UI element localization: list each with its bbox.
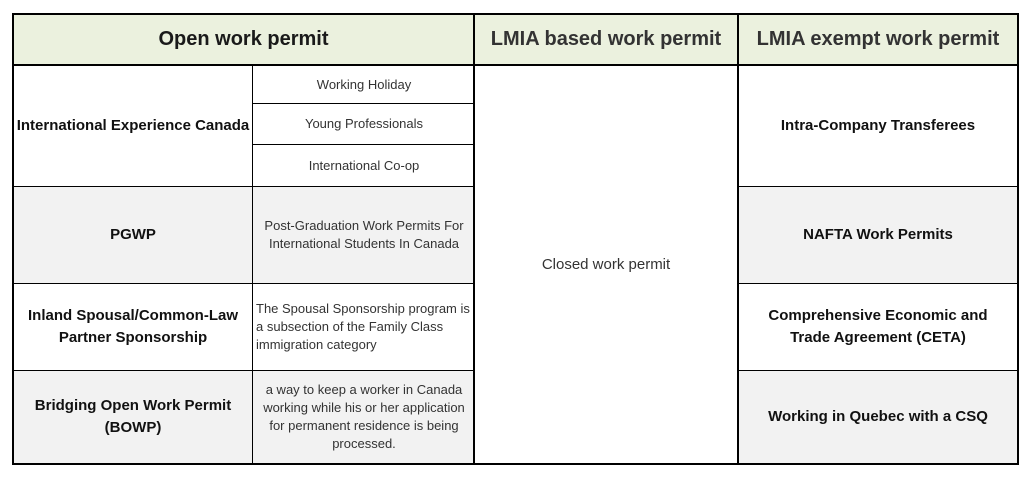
bowp-description-text: a way to keep a worker in Canada working while his or her application for permanent residence is being processed. [263,382,465,451]
lmia-exempt-item [739,187,1017,284]
row-bowp-description [253,371,475,463]
row-iec-name [14,66,253,187]
row-inland-spousal-name [14,284,253,371]
row-pgwp-description [253,187,475,284]
international-coop-label: International Co-op [308,157,420,173]
iec-label: International Experience Canada [16,117,250,134]
pgwp-label: PGWP [110,226,156,243]
inland-spousal-label: Inland Spousal/Common-Law Partner Sponsorship [27,307,238,346]
work-permit-table [12,13,1019,465]
iec-sub-young-professionals [253,104,475,145]
row-bowp-name [14,371,253,463]
header-lmia-based-label: LMIA based work permit [490,28,722,50]
lmia-exempt-item [739,371,1017,463]
header-lmia-exempt-label: LMIA exempt work permit [756,28,1000,50]
lmia-based-cell [475,66,739,463]
inland-spousal-description-text: The Spousal Sponsorship program is a subsection of the Family Class immigration category [256,301,470,352]
iec-sub-international-coop [253,145,475,187]
ceta-label: Comprehensive Economic and Trade Agreement (CETA) [768,307,988,346]
row-pgwp-name [14,187,253,284]
header-lmia-exempt [739,15,1017,66]
pgwp-description-text: Post-Graduation Work Permits For International Students In Canada [264,218,464,251]
header-open-label: Open work permit [158,28,329,50]
header-open-work-permit [14,15,475,66]
closed-work-permit-label: Closed work permit [541,256,671,273]
iec-sub-working-holiday [253,66,475,104]
young-professionals-label: Young Professionals [304,116,424,131]
row-inland-spousal-description [253,284,475,371]
bowp-label: Bridging Open Work Permit (BOWP) [34,397,232,436]
nafta-work-permits-label: NAFTA Work Permits [803,226,953,243]
working-holiday-label: Working Holiday [316,76,412,92]
intra-company-transferees-label: Intra-Company Transferees [780,117,976,134]
lmia-exempt-item [739,66,1017,187]
header-lmia-based [475,15,739,66]
lmia-exempt-item [739,284,1017,371]
quebec-csq-label: Working in Quebec with a CSQ [768,408,988,425]
